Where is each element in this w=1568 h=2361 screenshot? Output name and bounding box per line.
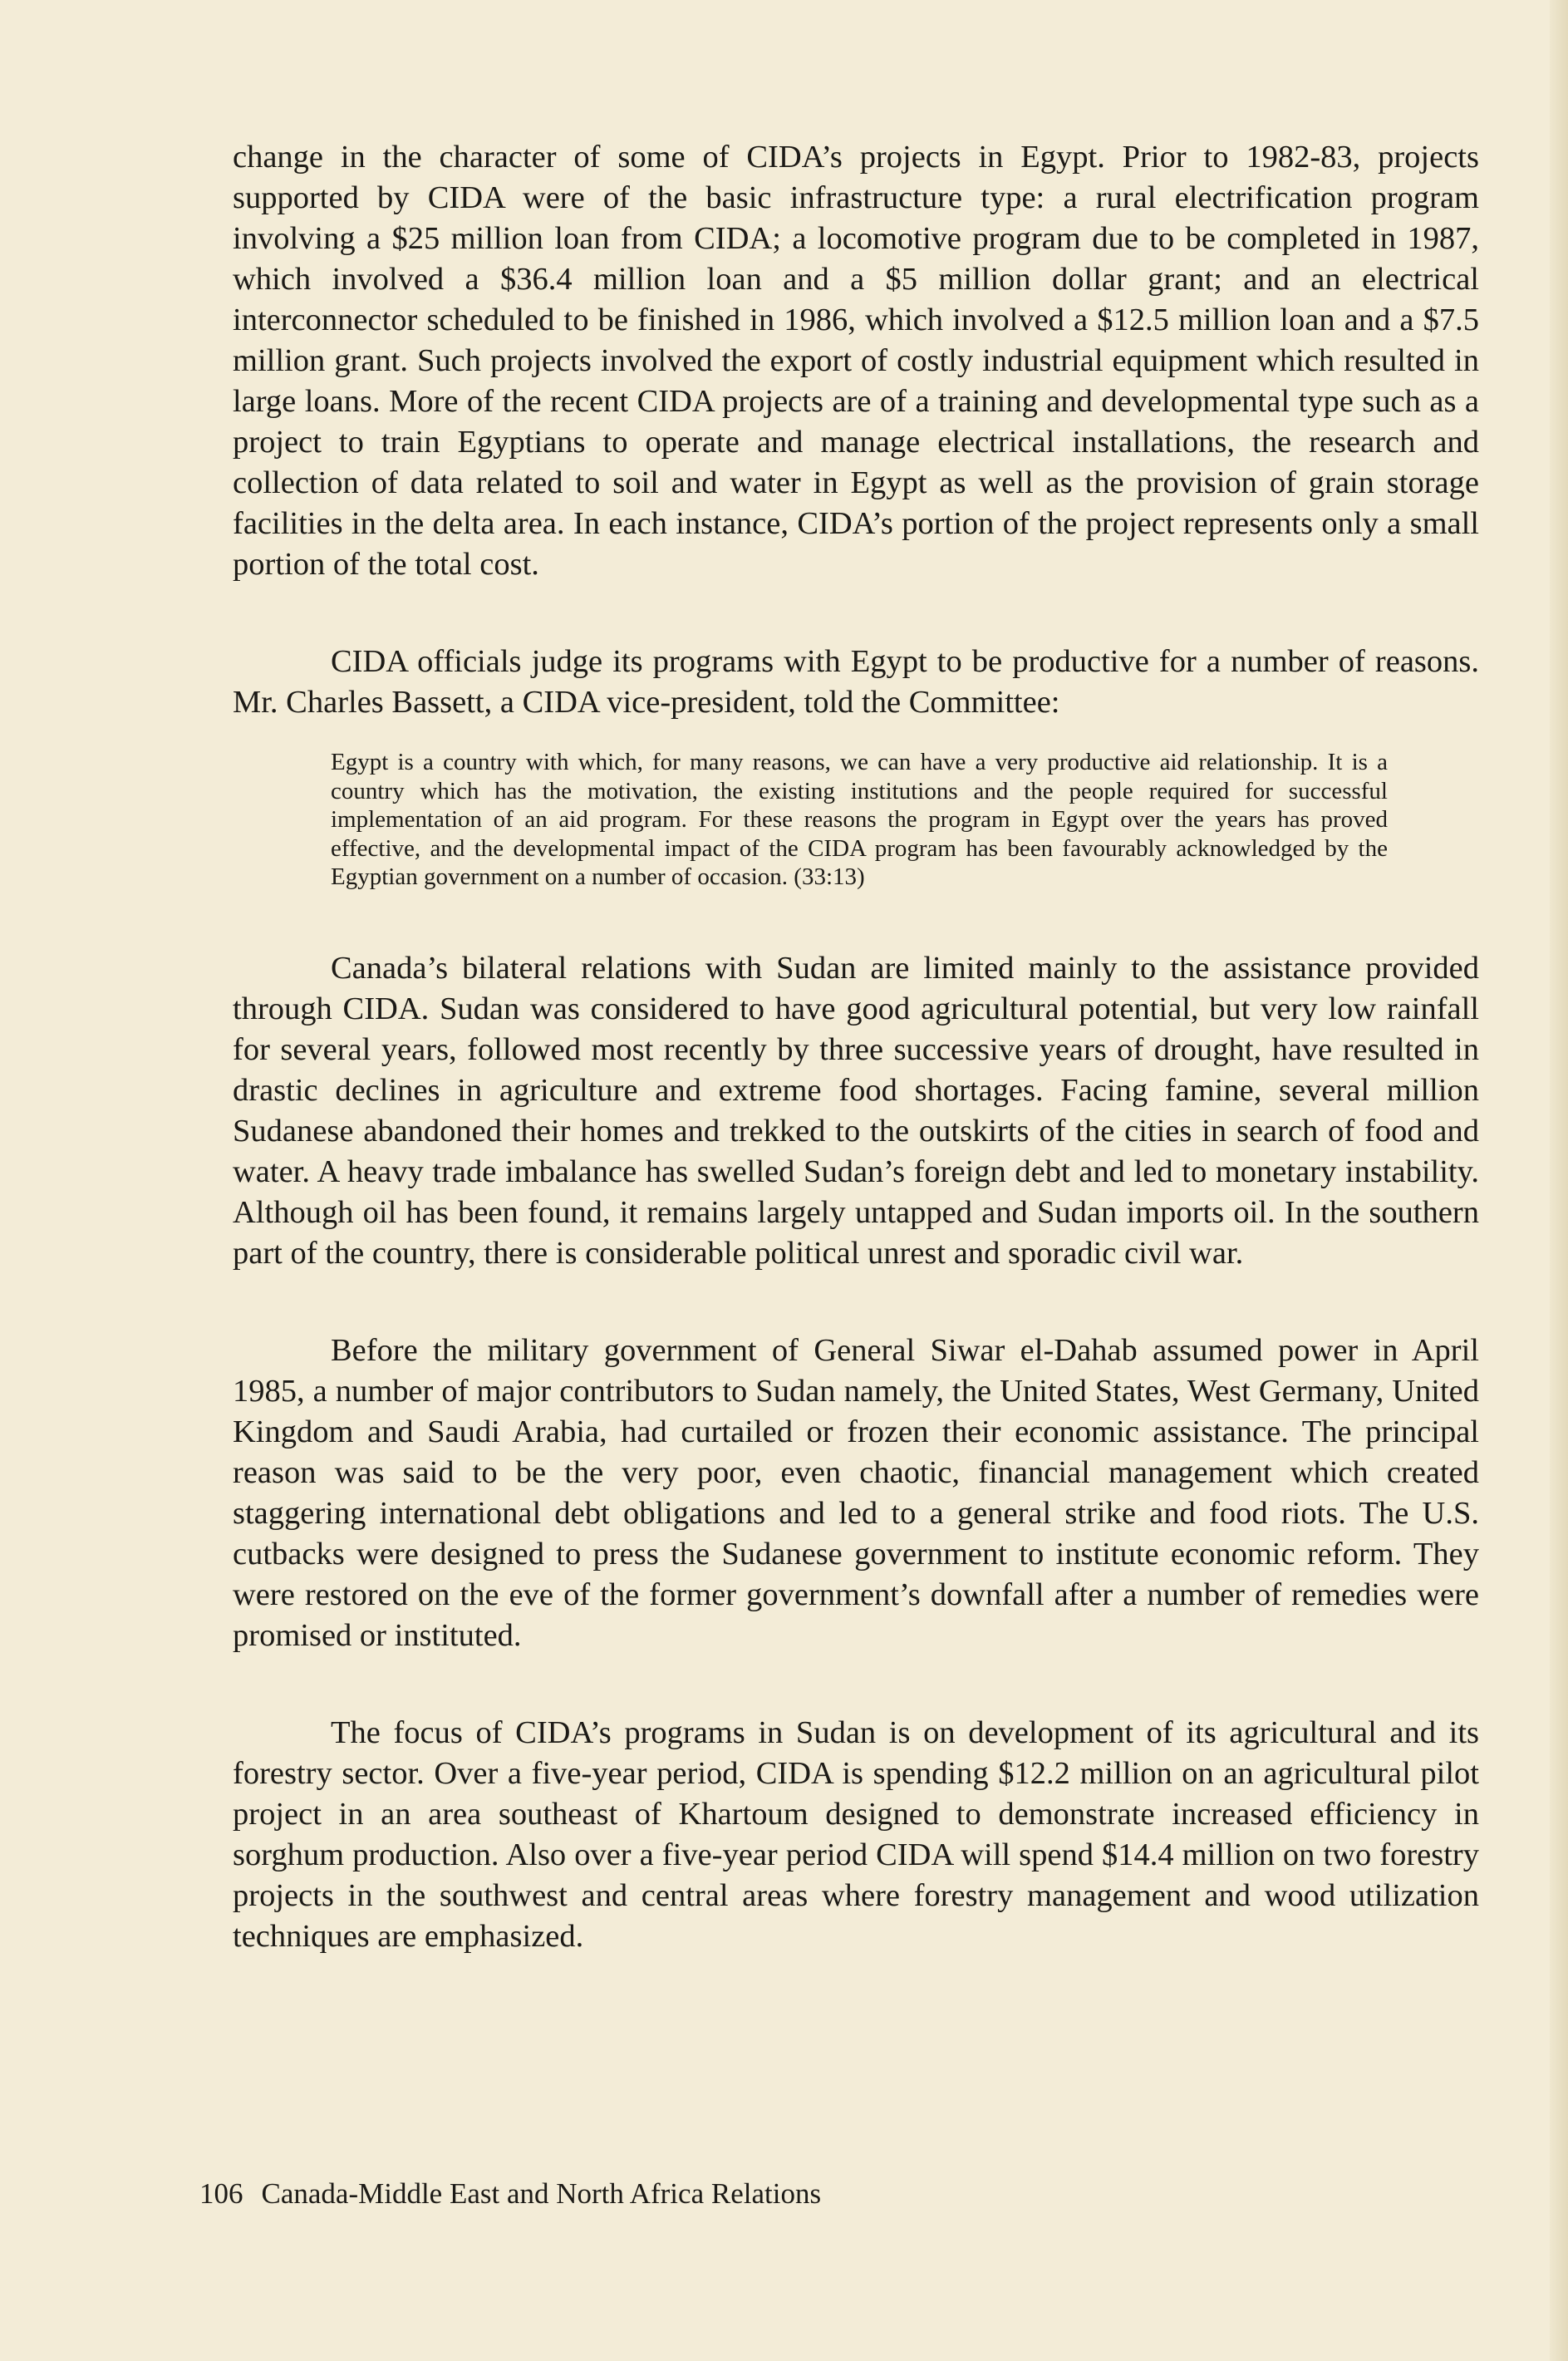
body-text bbox=[233, 137, 1479, 1957]
page-footer bbox=[199, 2177, 821, 2211]
paragraph-cida-officials: CIDA officials judge its programs with Egypt to be productive for a number of reasons. Mr. Charles Bassett, a CIDA vice-president, told the Committee: bbox=[233, 644, 1479, 720]
running-title: Canada-Middle East and North Africa Relations bbox=[261, 2177, 822, 2210]
page-number: 106 bbox=[199, 2177, 243, 2210]
paragraph-cida-sudan-focus: The focus of CIDA’s programs in Sudan is on development of its agricultural and its forestry sector. Over a five-year period, CIDA is spending $12.2 million on an agricultural pilot project in an area southeast of Khartoum designed to demonstrate increased efficiency in sorghum production. Also over a five-year period CIDA will spend $14.4 million on two forestry projects in the southwest and central areas where forestry management and wood utilization techniques are emphasized. bbox=[233, 1714, 1479, 1954]
paragraph-sudan-relations: Canada’s bilateral relations with Sudan are limited mainly to the assistance provided through CIDA. Sudan was considered to have good agricultural potential, but very low rainfall for several years, followed most recently by three successive years of drought, have resulted in drastic declines in agriculture and extreme food shortages. Facing famine, several million Sudanese abandoned their homes and trekked to the outskirts of the cities in search of food and water. A heavy trade imbalance has swelled Sudan’s foreign debt and led to monetary instability. Although oil has been found, it remains largely untapped and Sudan imports oil. In the southern part of the country, there is considerable political unrest and sporadic civil war. bbox=[233, 950, 1479, 1271]
paragraph-cida-projects-egypt: change in the character of some of CIDA’s projects in Egypt. Prior to 1982-83, projects supported by CIDA were of the basic infrastructure type: a rural electrification program involving a $25 million loan from CIDA; a locomotive program due to be completed in 1987, which involved a $36.4 million loan and a $5 million dollar grant; and an electrical interconnector scheduled to be finished in 1986, which involved a $12.5 million loan and a $7.5 million grant. Such projects involved the export of costly industrial equipment which resulted in large loans. More of the recent CIDA projects are of a training and developmental type such as a project to train Egyptians to operate and manage electrical installations, the research and collection of data related to soil and water in Egypt as well as the provision of grain storage facilities in the delta area. In each instance, CIDA’s portion of the project represents only a small portion of the total cost. bbox=[233, 140, 1479, 582]
page-edge-shadow bbox=[1550, 0, 1568, 2361]
block-quote-bassett: Egypt is a country with which, for many reasons, we can have a very productive aid relationship. It is a country which has the motivation, the existing institutions and the people required for successful implementation of an aid program. For these reasons the program in Egypt over the years has proved effective, and the developmental impact of the CIDA program has been favourably acknowledged by the Egyptian government on a number of occasion. (33:13) bbox=[331, 749, 1388, 890]
paragraph-sudan-government: Before the military government of General Siwar el-Dahab assumed power in April 1985, a number of major contributors to Sudan namely, the United States, West Germany, United Kingdom and Saudi Arabia, had curtailed or frozen their economic assistance. The principal reason was said to be the very poor, even chaotic, financial management which created staggering international debt obligations and led to a general strike and food riots. The U.S. cutbacks were designed to press the Sudanese government to institute economic reform. They were restored on the eve of the former government’s downfall after a number of remedies were promised or instituted. bbox=[233, 1332, 1479, 1653]
